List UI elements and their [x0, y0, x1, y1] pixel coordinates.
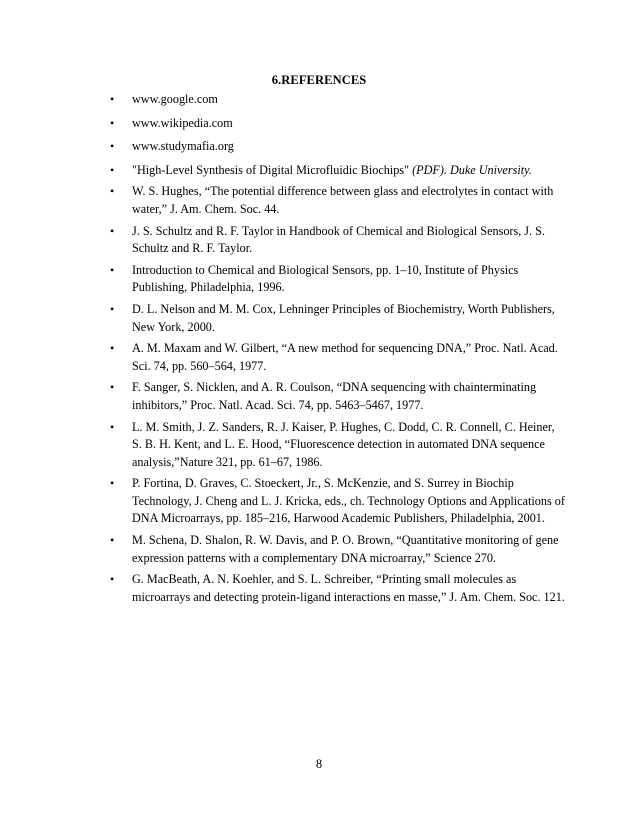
reference-item [0, 419, 638, 472]
reference-item [0, 571, 638, 606]
reference-citation: P. Fortina, D. Graves, C. Stoeckert, Jr., S. McKenzie, and S. Surrey in Biochip Technology, J. Cheng and L. J. Kricka, eds., ch. Technology Options and Applications of DNA Microarrays, pp. 185–216, Harwood Academic Publishers, Philadelphia, 2001. [132, 476, 565, 526]
reference-item [0, 379, 638, 414]
reference-citation: W. S. Hughes, “The potential difference between glass and electrolytes in contact with water,” J. Am. Chem. Soc. 44. [132, 184, 554, 216]
reference-text [132, 301, 566, 336]
reference-text [132, 183, 566, 218]
bullet-icon: • [110, 139, 115, 154]
reference-citation: D. L. Nelson and M. M. Cox, Lehninger Principles of Biochemistry, Worth Publishers, New York, 2000. [132, 301, 555, 334]
reference-item [0, 301, 638, 336]
reference-text [132, 223, 566, 258]
reference-citation: www.wikipedia.com [132, 115, 233, 130]
reference-text [132, 379, 566, 414]
reference-item [0, 138, 638, 156]
reference-list [0, 91, 638, 606]
reference-citation: www.google.com [132, 92, 218, 106]
bullet-icon: • [110, 572, 115, 587]
bullet-icon: • [110, 301, 115, 316]
reference-item [0, 532, 638, 567]
reference-item [0, 475, 638, 528]
reference-item [0, 115, 638, 133]
reference-text [132, 91, 566, 109]
reference-text [132, 162, 566, 180]
reference-source-italic: (PDF). Duke University. [412, 162, 532, 177]
bullet-icon: • [110, 115, 115, 130]
reference-text [132, 138, 566, 156]
reference-citation: Introduction to Chemical and Biological Sensors, pp. 1–10, Institute of Physics Publishing, Philadelphia, 1996. [132, 262, 519, 295]
reference-citation: "High-Level Synthesis of Digital Microfluidic Biochips" [132, 162, 413, 177]
bullet-icon: • [110, 92, 115, 106]
bullet-icon: • [110, 419, 115, 434]
bullet-icon: • [110, 476, 115, 491]
reference-item [0, 340, 638, 375]
bullet-icon: • [110, 162, 115, 177]
reference-text [132, 571, 566, 606]
reference-citation: M. Schena, D. Shalon, R. W. Davis, and P. O. Brown, “Quantitative monitoring of gene expression patterns with a complementary DNA microarray,” Science 270. [132, 533, 559, 565]
reference-citation: J. S. Schultz and R. F. Taylor in Handbook of Chemical and Biological Sensors, J. S. Schultz and R. F. Taylor. [132, 223, 545, 256]
reference-citation: F. Sanger, S. Nicklen, and A. R. Coulson, “DNA sequencing with chainterminating inhibitors,” Proc. Natl. Acad. Sci. 74, pp. 5463–5467, 1977. [132, 380, 537, 412]
reference-item [0, 91, 638, 109]
reference-citation: L. M. Smith, J. Z. Sanders, R. J. Kaiser, P. Hughes, C. Dodd, C. R. Connell, C. Heiner, S. B. H. Kent, and L. E. Hood, “Fluorescence detection in automated DNA sequence analysis,”Nature 321, pp. 61–67, 1986. [132, 419, 555, 469]
reference-text [132, 262, 566, 297]
reference-item [0, 262, 638, 297]
reference-citation: G. MacBeath, A. N. Koehler, and S. L. Schreiber, “Printing small molecules as microarrays and detecting protein-ligand interactions en masse,” J. Am. Chem. Soc. 121. [132, 572, 565, 604]
reference-item [0, 183, 638, 218]
reference-item [0, 162, 638, 180]
bullet-icon: • [110, 262, 115, 277]
reference-item [0, 223, 638, 258]
reference-text [132, 115, 566, 133]
reference-text [132, 532, 566, 567]
bullet-icon: • [110, 533, 115, 548]
reference-text [132, 340, 566, 375]
bullet-icon: • [110, 223, 115, 238]
bullet-icon: • [110, 341, 115, 356]
reference-citation: www.studymafia.org [132, 139, 234, 154]
bullet-icon: • [110, 380, 115, 395]
section-heading: 6.REFERENCES [271, 73, 367, 87]
page-number: 8 [315, 757, 323, 771]
reference-text [132, 419, 566, 472]
reference-text [132, 475, 566, 528]
reference-citation: A. M. Maxam and W. Gilbert, “A new method for sequencing DNA,” Proc. Natl. Acad. Sci. 74, pp. 560–564, 1977. [132, 341, 558, 373]
bullet-icon: • [110, 184, 115, 199]
